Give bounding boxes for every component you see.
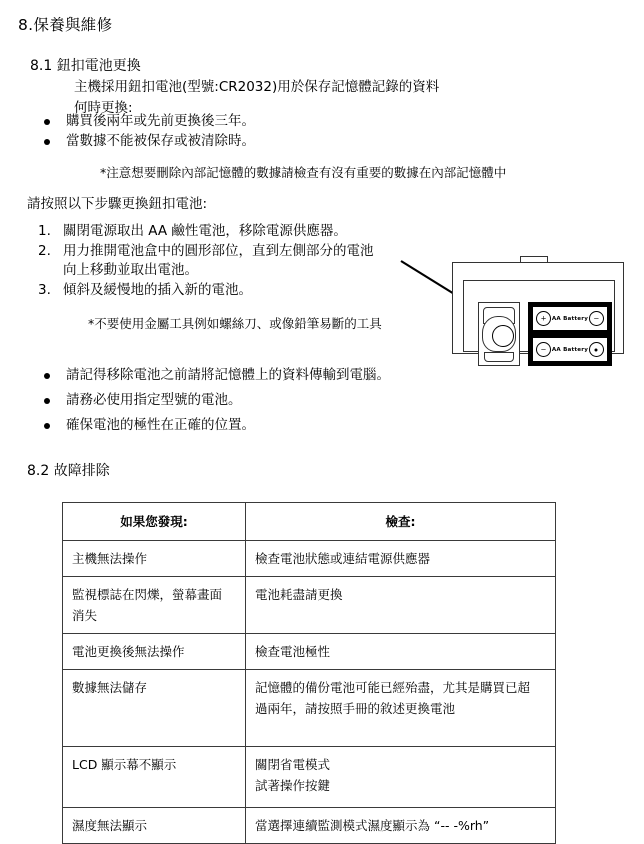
table-row: [63, 577, 556, 634]
cell-line: 記憶體的備份電池可能已經殆盡，尤其是購買已超: [255, 680, 531, 695]
step-number: 3.: [38, 281, 51, 298]
when-to-replace-list: [40, 111, 255, 151]
when-to-replace-label: 何時更換:: [74, 100, 133, 116]
section-heading-8-1: 8.1 鈕扣電池更換: [30, 58, 141, 74]
step-line: 關閉電源取出 AA 鹼性電池，移除電源供應器。: [63, 223, 347, 239]
battery-care-tips-list: [40, 363, 390, 438]
compartment-inner-frame: [463, 280, 615, 352]
terminal-positive-icon: [589, 342, 604, 357]
aa-battery-bottom: [532, 337, 608, 362]
terminal-negative-icon: [589, 311, 604, 326]
coin-cell-foot: [484, 352, 514, 362]
list-item: 確保電池的極性在正確的位置。: [40, 413, 390, 438]
cell-line: 濕度無法顯示: [72, 818, 148, 833]
step-item-2: [30, 242, 374, 281]
cell-symptom: [63, 634, 246, 670]
cell-line: 監視標誌在閃爍，螢幕畫面: [72, 587, 223, 602]
cell-symptom: [63, 541, 246, 577]
cell-line: 數據無法儲存: [72, 680, 148, 695]
cell-line: 檢查電池狀態或連結電源供應器: [255, 551, 431, 566]
cell-line: 檢查電池極性: [255, 644, 331, 659]
compartment-outer-shell: [452, 262, 624, 354]
aa-battery-bay: [528, 302, 612, 366]
coin-cell-body: [482, 316, 516, 352]
step-number: 2.: [38, 242, 51, 259]
cell-line: 電池更換後無法操作: [72, 644, 185, 659]
cell-check: [246, 577, 556, 634]
coin-cell-holder: [478, 302, 520, 366]
cell-symptom: [63, 808, 246, 844]
step-item-1: [30, 222, 374, 242]
coin-cell-icon: [492, 325, 514, 347]
tool-warning-text: *不要使用金屬工具例如螺絲刀、或像鉛筆易斷的工具: [88, 316, 382, 331]
column-header-symptom: 如果您發現:: [63, 503, 246, 541]
table-row: [63, 541, 556, 577]
replacement-steps-list: [30, 222, 374, 300]
table-header-row: [63, 503, 556, 541]
cell-line: 消失: [72, 608, 98, 623]
step-line: 向上移動並取出電池。: [63, 262, 198, 278]
terminal-positive-icon: [536, 311, 551, 326]
aa-battery-top: [532, 306, 608, 331]
terminal-sign: −: [540, 345, 547, 353]
step-item-3: [30, 281, 374, 301]
cell-check: [246, 541, 556, 577]
table-row: [63, 670, 556, 747]
table-row: [63, 808, 556, 844]
cell-check: [246, 670, 556, 747]
cell-line: 電池耗盡請更換: [255, 587, 343, 602]
terminal-negative-icon: [536, 342, 551, 357]
cell-symptom: [63, 747, 246, 808]
memory-erase-note: *注意想要刪除內部記憶體的數據請檢查有沒有重要的數據在內部記憶體中: [100, 165, 507, 180]
cell-line: 過兩年，請按照手冊的敘述更換電池: [255, 701, 456, 716]
step-line: 用力推開電池盒中的圓形部位，直到左側部分的電池: [63, 242, 374, 259]
column-header-check: 檢查:: [246, 503, 556, 541]
list-item: 購買後兩年或先前更換後三年。: [40, 111, 255, 131]
terminal-sign: −: [593, 314, 600, 322]
aa-battery-label: AA Battery: [551, 346, 589, 353]
list-item: 請務必使用指定型號的電池。: [40, 388, 390, 413]
cell-check: [246, 808, 556, 844]
troubleshooting-table: [62, 502, 556, 844]
coin-cell-intro-text: 主機採用鈕扣電池(型號:CR2032)用於保存記憶體記錄的資料: [74, 79, 440, 95]
cell-line: 主機無法操作: [72, 551, 148, 566]
aa-battery-label: AA Battery: [551, 315, 589, 322]
cell-line: LCD 顯示幕不顯示: [72, 757, 177, 772]
cell-symptom: [63, 670, 246, 747]
cell-symptom: [63, 577, 246, 634]
cell-line: 試著操作按鍵: [255, 778, 331, 793]
cell-line: 當選擇連續監測模式濕度顯示為 “-- -%rh”: [255, 818, 490, 833]
cell-line: 關閉省電模式: [255, 757, 331, 772]
table-row: [63, 747, 556, 808]
cell-check: [246, 634, 556, 670]
terminal-sign: +: [540, 314, 547, 322]
list-item: 當數據不能被保存或被清除時。: [40, 131, 255, 151]
section-heading-8-2: 8.2 故障排除: [27, 463, 110, 479]
step-number: 1.: [38, 223, 51, 239]
list-item: 請記得移除電池之前請將記憶體上的資料傳輸到電腦。: [40, 363, 390, 388]
cell-check: [246, 747, 556, 808]
replacement-steps-label: 請按照以下步驟更換鈕扣電池:: [27, 196, 208, 212]
chapter-heading: 8.保養與維修: [18, 16, 113, 34]
battery-compartment-diagram: [452, 256, 630, 359]
table-row: [63, 634, 556, 670]
step-line: 傾斜及緩慢地的插入新的電池。: [63, 281, 252, 298]
